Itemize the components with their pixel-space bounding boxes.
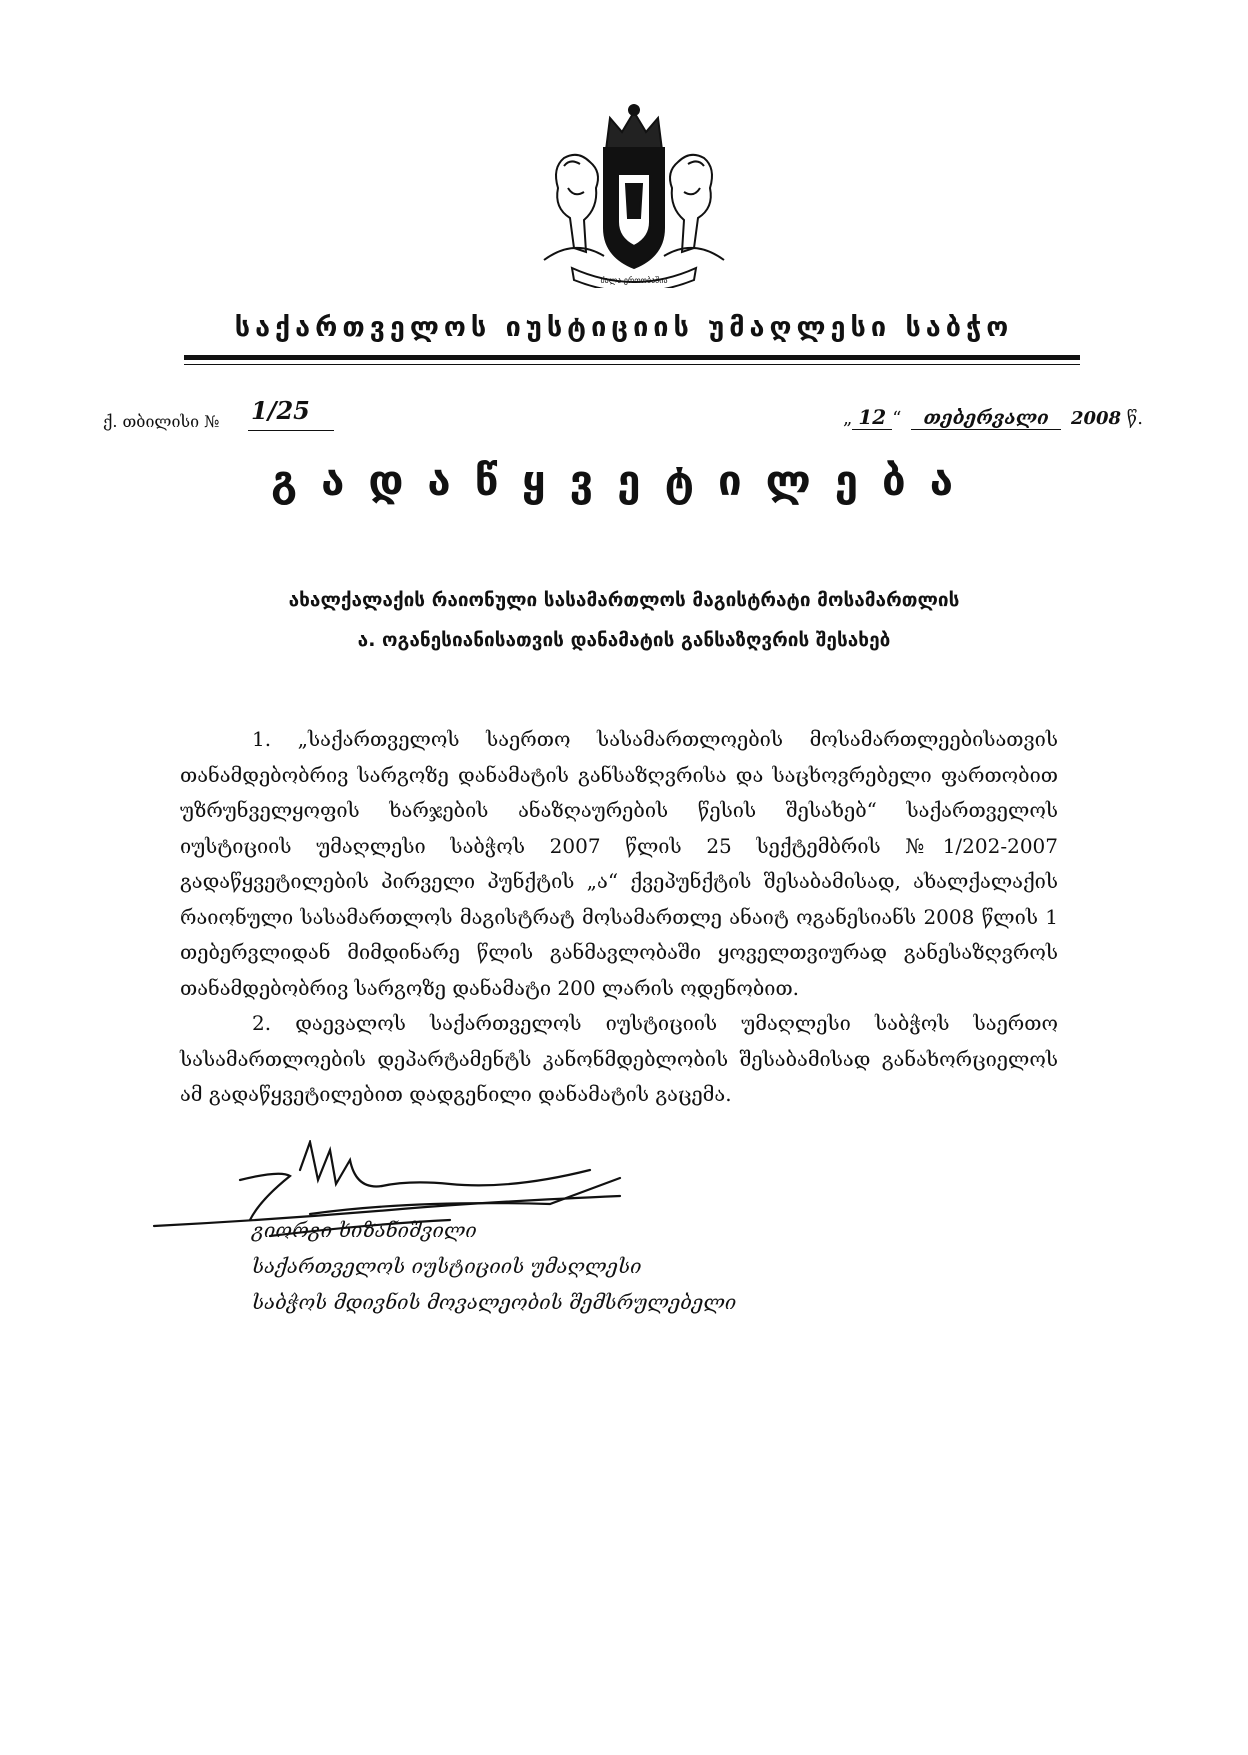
organization-title: საქართველოს იუსტიციის უმაღლესი საბჭო [234,312,1014,343]
date-suffix: წ. [1126,408,1143,429]
header-rule-thin [184,364,1080,365]
signer-title-line-2: საბჭოს მდივნის მოვალეობის შემსრულებელი [252,1290,737,1314]
paragraph-2: 2. დაევალოს საქართველოს იუსტიციის უმაღლესი საბჭოს საერთო სასამართლოების დეპარტამენტს კანონმდებლობის შესაბამისად განახორციელოს ამ გადაწყვეტილებით დადგენილი დანამატის გაცემა. [180,1011,1058,1106]
date-month: თებერვალი [911,407,1061,430]
signer-block [252,1212,736,1320]
document-date: „ 12 “ თებერვალი 2008 წ. [842,405,1143,429]
signer-title-line-1: საქართველოს იუსტიციის უმაღლესი [252,1254,642,1278]
subject-line-2: ა. ოგანესიანისათვის დანამატის განსაზღვრის შესახებ [357,629,891,651]
subject-line-1: ახალქალაქის რაიონული სასამართლოს მაგისტრატი მოსამართლის [288,589,960,611]
signer-name: გიორგი ხიზანიშვილი [252,1218,477,1242]
date-year: 2008 [1070,408,1122,429]
decision-body [180,722,1058,1113]
header-rule-thick [184,355,1080,360]
document-number: 1/25 [251,396,310,425]
svg-text:ძალა ერთობაშია: ძალა ერთობაშია [600,276,668,285]
number-underline [248,430,334,431]
date-day: 12 [852,405,892,430]
paragraph-1: 1. „საქართველოს საერთო სასამართლოების მოსამართლეებისათვის თანამდებობრივ სარგოზე დანამატის განსაზღვრისა და საცხოვრებელი ფართობით უზრუნველყოფის ხარჯების ანაზღაურების წესის შესახებ“ საქართველოს იუსტიციის უმაღლესი საბჭოს 2007 წლის 25 სექტემბრის №1/202-2007 გადაწყვეტილების პირველი პუნქტის „ა“ ქვეპუნქტის შესაბამისად, ახალქალაქის რაიონული სასამართლოს მაგისტრატ მოსამართლე ანაიტ ოგანესიანს 2008 წლის 1 თებერვლიდან მიმდინარე წლის განმავლობაში ყოველთვიურად განესაზღვროს თანამდებობრივ სარგოზე დანამატი 200 ლარის ოდენობით. [180,727,1058,1000]
document-type-heading: გადაწყვეტილება [271,456,977,505]
coat-of-arms-emblem [514,88,754,288]
place-label: ქ. თბილისი № [103,412,220,431]
subject-heading [0,580,1248,660]
